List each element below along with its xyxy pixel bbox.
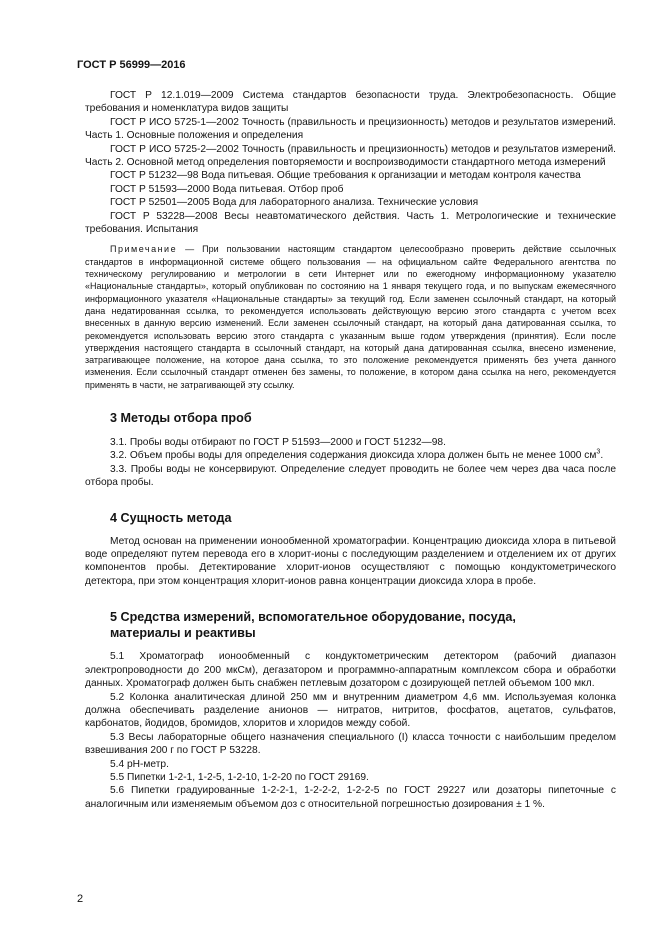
reference-item: ГОСТ Р ИСО 5725-1—2002 Точность (правильность и прецизионность) методов и результатов измерений. Часть 1. Основные положения и определения <box>85 116 616 142</box>
note-text: — При пользовании настоящим стандартом целесообразно проверить действие ссылочных стандартов в информационной системе общего пользования — на официальном сайте Федерального агентства по техническому регулированию и метрологии в сети Интернет или по ежегодному информационному указателю «Национальные стандарты», который опубликован по состоянию на 1 января текущего года, и по выпускам ежемесячного информационного указателя «Национальные стандарты» за текущий год. Если заменен ссылочный стандарт, на который дана недатированная ссылка, то рекомендуется использовать действующую версию этого стандарта с учетом всех внесенных в данную версию изменений. Если заменен ссылочный стандарт, на который дана датированная ссылка, то рекомендуется использовать версию этого стандарта с указанным выше годом утверждения (принятия). Если после утверждения настоящего стандарта в ссылочный стандарт, на который дана датированная ссылка, внесено изменение, затрагивающее положение, на которое дана ссылка, то это положение рекомендуется применять без учета данного изменения. Если ссылочный стандарт отменен без замены, то положение, в котором дана ссылка на него, рекомендуется применять в части, не затрагивающей эту ссылку. <box>85 244 616 390</box>
section-3-heading: 3 Методы отбора проб <box>110 411 252 426</box>
section-5-heading-line-1: 5 Средства измерений, вспомогательное оборудование, посуда, <box>110 610 516 625</box>
section-4-body <box>85 535 616 589</box>
paragraph-5-2: 5.2 Колонка аналитическая длиной 250 мм и внутренним диаметром 4,6 мм. Используемая колонка должна обеспечивать разделение анионов — нитратов, нитритов, фосфатов, ацетатов, сульфатов, карбонатов, йодидов, бромидов, хлоритов и хлоридов между собой. <box>85 691 616 730</box>
section-5-heading <box>85 609 616 641</box>
reference-item: ГОСТ Р 53228—2008 Весы неавтоматического действия. Часть 1. Метрологические и технические требования. Испытания <box>85 210 616 236</box>
page-number: 2 <box>77 893 84 905</box>
cubic-superscript: 3 <box>596 449 601 457</box>
reference-item: ГОСТ Р 51593—2000 Вода питьевая. Отбор проб <box>110 183 344 195</box>
paragraph-4-1: Метод основан на применении ионообменной хроматографии. Концентрацию диоксида хлора в питьевой воде определяют путем перевода его в хлорит-ионы с последующим разделением и отделением их от других компонентов пробы. Детектирование хлорит-ионов осуществляют с помощью кондуктометрического детектора, при этом концентрация хлорит-ионов равна концентрации диоксида хлора в пробе. <box>85 535 616 587</box>
paragraph-5-6: 5.6 Пипетки градуированные 1-2-2-1, 1-2-2-2, 1-2-2-5 по ГОСТ 29227 или дозаторы пипеточные с аналогичным или изменяемым объемом доз с относительной погрешностью дозирования ± 1 %. <box>85 785 616 810</box>
paragraph-5-3: 5.3 Весы лабораторные общего назначения специального (I) класса точности с наибольшим пределом взвешивания 200 г по ГОСТ Р 53228. <box>85 731 616 757</box>
reference-item: ГОСТ Р 52501—2005 Вода для лабораторного анализа. Технические условия <box>110 197 479 209</box>
paragraph-3-3: 3.3. Пробы воды не консервируют. Определение следует проводить не более чем через два часа после отбора пробы. <box>85 463 616 489</box>
note-label: Примечание <box>110 244 178 255</box>
section-5-body <box>85 650 616 811</box>
reference-item: ГОСТ Р ИСО 5725-2—2002 Точность (правильность и прецизионность) методов и результатов измерений. Часть 2. Основной метод определения повторяемости и воспроизводимости стандартного метода измерений <box>85 143 616 169</box>
page-content <box>85 89 616 811</box>
reference-item: ГОСТ Р 51232—98 Вода питьевая. Общие требования к организации и методам контроля качества <box>110 170 581 182</box>
paragraph-3-2-text: 3.2. Объем пробы воды для определения содержания диоксида хлора должен быть не менее 1000 см <box>110 450 597 462</box>
section-5-heading-line-2: материалы и реактивы <box>110 626 256 641</box>
reference-item: ГОСТ Р 12.1.019—2009 Система стандартов безопасности труда. Электробезопасность. Общие требования и номенклатура видов защиты <box>85 90 616 115</box>
paragraph-5-4: 5.4 pH-метр. <box>110 758 169 770</box>
paragraph-3-2-end: . <box>600 450 604 462</box>
section-3-body <box>85 436 616 490</box>
paragraph-5-1: 5.1 Хроматограф ионообменный с кондуктометрическим детектором (рабочий диапазон электропроводности до 200 мкСм), дегазатором и программно-аппаратным комплексом сбора и обработки данных. Хроматограф должен быть снабжен петлевым дозатором с дозирующей петлей объемом 100 мкл. <box>85 651 616 690</box>
paragraph-3-1: 3.1. Пробы воды отбирают по ГОСТ Р 51593—2000 и ГОСТ 51232—98. <box>110 437 446 449</box>
paragraph-5-5: 5.5 Пипетки 1-2-1, 1-2-5, 1-2-10, 1-2-20 по ГОСТ 29169. <box>110 771 369 783</box>
paragraph-3-2 <box>85 449 616 462</box>
section-4-heading: 4 Сущность метода <box>110 510 232 525</box>
standard-code-header: ГОСТ Р 56999—2016 <box>77 59 186 71</box>
normative-references-list <box>85 89 616 236</box>
reference-note <box>85 243 616 391</box>
